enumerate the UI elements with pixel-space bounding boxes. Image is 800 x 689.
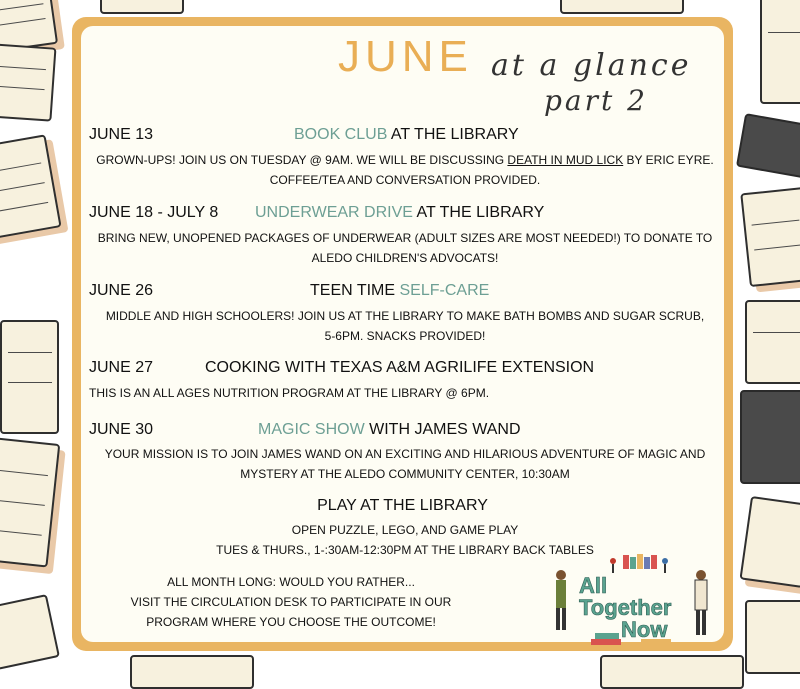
event-date: JUNE 18 - JULY 8: [89, 204, 219, 221]
month-long-line1: ALL MONTH LONG: WOULD YOU RATHER...: [167, 575, 415, 589]
all-together-now-logo: [551, 553, 716, 653]
event-description-line1: BRING NEW, UNOPENED PACKAGES OF UNDERWEAR (ADULT SIZES ARE MOST NEEDED!) TO DONATE TO: [97, 231, 713, 245]
event-description: [89, 383, 725, 403]
event-description: [87, 150, 723, 190]
event-title-highlight: BOOK CLUB: [294, 126, 388, 143]
event-panel: [81, 26, 724, 642]
event-date: JUNE 26: [89, 282, 154, 299]
event-title: [310, 282, 489, 300]
logo-word-together: Together: [579, 595, 672, 620]
event-title-highlight: SELF-CARE: [399, 282, 490, 299]
event-description: [87, 228, 723, 268]
event-title-rest: WITH JAMES WAND: [364, 421, 521, 438]
event-title-rest: AT THE LIBRARY: [412, 204, 545, 221]
event-card: [72, 17, 733, 651]
event-description-line1: GROWN-UPS! JOIN US ON TUESDAY @ 9AM. WE WILL BE DISCUSSING DEATH IN MUD LICK BY ERIC EYRE.: [96, 153, 714, 167]
event-description-line2: ALEDO CHILDREN'S ADVOCATS!: [311, 251, 499, 265]
month-long-line2: VISIT THE CIRCULATION DESK TO PARTICIPATE IN OUR: [130, 595, 452, 609]
play-title: PLAY AT THE LIBRARY: [317, 497, 488, 514]
month-long-block: [91, 572, 491, 632]
play-line2: TUES & THURS., 1-:30AM-12:30PM AT THE LIBRARY BACK TABLES: [216, 543, 594, 557]
header-script-line1: at a glance: [491, 48, 692, 83]
book-title: DEATH IN MUD LICK: [507, 153, 624, 167]
event-description-line2: COFFEE/TEA AND CONVERSATION PROVIDED.: [269, 173, 541, 187]
event-description-line2: 5-6PM. SNACKS PROVIDED!: [324, 329, 486, 343]
event-description-line1: THIS IS AN ALL AGES NUTRITION PROGRAM AT THE LIBRARY @ 6PM.: [89, 386, 490, 400]
header-script-line2: part 2: [544, 84, 648, 117]
event-title-highlight: UNDERWEAR DRIVE: [255, 204, 413, 221]
logo-word-now: Now: [621, 617, 668, 642]
month-long-line3: PROGRAM WHERE YOU CHOOSE THE OUTCOME!: [146, 615, 436, 629]
event-description: [87, 444, 723, 484]
event-title: [255, 204, 544, 222]
event-description-line1: MIDDLE AND HIGH SCHOOLERS! JOIN US AT THE LIBRARY TO MAKE BATH BOMBS AND SUGAR SCRUB,: [105, 309, 705, 323]
header-month: JUNE: [338, 32, 473, 81]
event-date: JUNE 30: [89, 421, 154, 438]
event-title-rest: AT THE LIBRARY: [387, 126, 519, 143]
event-date: JUNE 13: [89, 126, 154, 143]
event-title-highlight: MAGIC SHOW: [258, 421, 365, 438]
event-description: [87, 306, 723, 346]
play-line1: OPEN PUZZLE, LEGO, AND GAME PLAY: [291, 523, 519, 537]
event-title: COOKING WITH TEXAS A&M AGRILIFE EXTENSION: [205, 359, 595, 376]
event-title-before: TEEN TIME: [310, 282, 400, 299]
event-date: JUNE 27: [89, 359, 154, 376]
event-description-line1: YOUR MISSION IS TO JOIN JAMES WAND ON AN EXCITING AND HILARIOUS ADVENTURE OF MAGIC AND: [104, 447, 706, 461]
event-description-line2: MYSTERY AT THE ALEDO COMMUNITY CENTER, 10:30AM: [240, 467, 570, 481]
logo-word-all: All: [579, 573, 608, 598]
event-title: [258, 421, 521, 439]
event-title: [294, 126, 519, 144]
